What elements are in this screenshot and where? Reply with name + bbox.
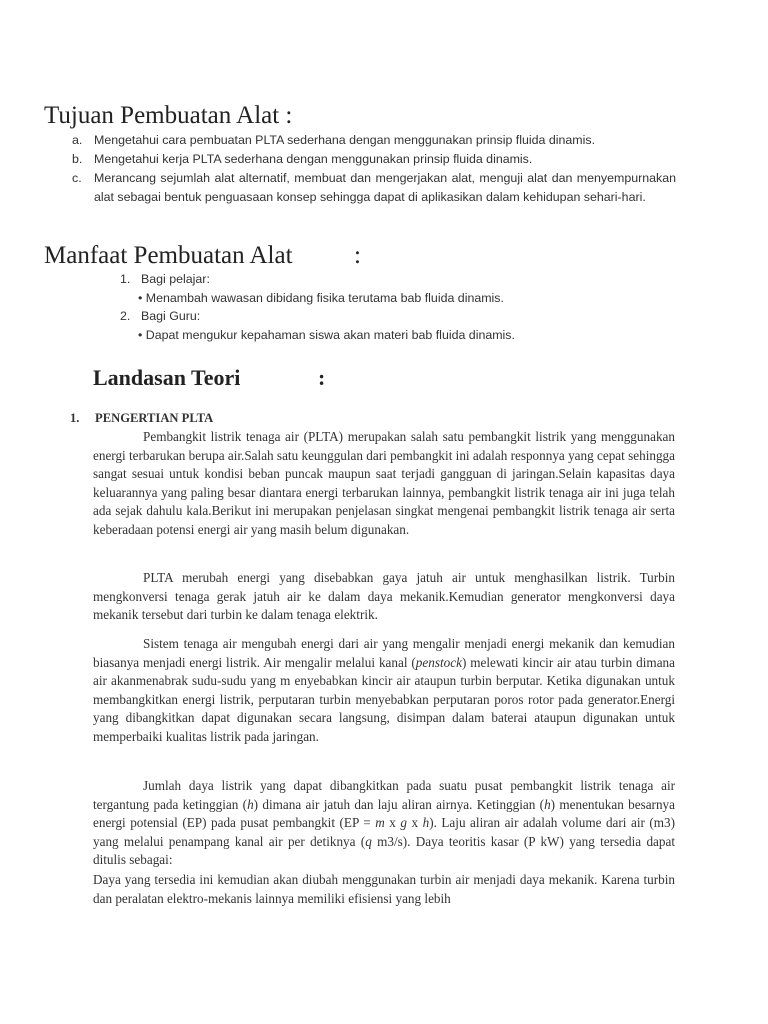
paragraph-5: Daya yang tersedia ini kemudian akan diubah menggunakan turbin air menjadi daya mekanik. Karena turbin dan peralatan elektro-mekanis lainnya memiliki efisiensi yang lebih: [93, 872, 675, 906]
section-title: PENGERTIAN PLTA: [95, 411, 214, 425]
landasan-heading: Landasan Teori: [93, 365, 241, 390]
tujuan-item-c: [72, 169, 676, 206]
p4-text: m3/s). Daya teoritis kasar (P kW) yang tersedia dapat ditulis sebagai:: [93, 833, 675, 868]
var-h: h: [247, 796, 254, 812]
paragraph-2: PLTA merubah energi yang disebabkan gaya jatuh air untuk menghasilkan listrik. Turbin mengkonversi tenaga gerak jatuh air ke dalam daya mekanik.Kemudian generator mengkonversi daya mekanik tersebut dari turbin ke dalam tenaga elektrik.: [93, 570, 675, 623]
paragraph-4: [93, 777, 675, 870]
penstock-term: penstock: [415, 654, 462, 670]
manfaat-heading: Manfaat Pembuatan Alat: [44, 242, 293, 269]
paragraph-3-text-b: ) melewati kincir air atau turbin dimana air akanmenabrak sudu-sudu yang m enyebabkan kincir air ataupun turbin berputar. Ketika digunakan untuk membangkitkan energi listrik, perputaran turbin menyebabkan perputaran poros rotor pada generator.Energi yang dibangkitkan dapat digunakan secara langsung, disimpan dalam baterai ataupun digunakan untuk memperbaiki kualitas listrik pada jaringan.: [93, 654, 675, 744]
list-item-label: Bagi pelajar:: [141, 272, 210, 286]
var-h: h: [544, 796, 551, 812]
p4-text: ) dimana air jatuh dan laju aliran airnya. Ketinggian (: [253, 796, 545, 812]
list-marker: 1.: [120, 272, 131, 286]
manfaat-colon: :: [354, 242, 361, 269]
p4-text: x: [406, 815, 423, 831]
paragraph-1: Pembangkit listrik tenaga air (PLTA) merupakan salah satu pembangkit listrik yang menggunakan energi terbarukan berupa air.Salah satu keunggulan dari pembangkit ini adalah responnya yang cepat sehingga sangat sesuai untuk kondisi beban puncak maupun saat terjadi gangguan di jaringan.Selain kapasitas daya keluarannya yang paling besar diantara energi terbarukan lainnya, pembangkit listrik tenaga air ini juga telah ada sejak dahulu kala.Berikut ini merupakan penjelasan singkat mengenai pembangkit listrik tenaga air serta keberadaan potensi energi air yang masih belum digunakan.: [93, 429, 676, 537]
var-h: h: [422, 815, 430, 831]
p4-text: ) menentukan besarnya energi potensial (EP) pada pusat pembangkit (EP =: [93, 796, 675, 831]
paragraph-3-text-a: Sistem tenaga air mengubah energi dari air yang mengalir menjadi energi mekanik dan kemudian biasanya menjadi energi listrik. Air mengalir melalui kanal (: [93, 636, 675, 670]
section-heading: [70, 409, 470, 428]
list-item-text: Mengetahui cara pembuatan PLTA sederhana dengan menggunakan prinsip fluida dinamis.: [94, 133, 596, 147]
p4-text: ). Laju aliran air adalah volume dari air (m3) yang melalui penampang kanal air per detiknya (: [93, 815, 676, 849]
list-item-text: Merancang sejumlah alat alternatif, membuat dan mengerjakan alat, menguji alat dan menyempurnakan alat sebagai bentuk penguasaan konsep sehingga dapat di aplikasikan dalam kehidupan sehari-hari.: [94, 171, 676, 204]
manfaat-item-2: [120, 307, 640, 326]
section-number: 1.: [70, 411, 80, 425]
list-marker: a.: [72, 133, 83, 147]
manfaat-bullet-2: • Dapat mengukur kepahaman siswa akan materi bab fluida dinamis.: [138, 328, 515, 342]
list-marker: b.: [72, 152, 83, 166]
tujuan-heading: Tujuan Pembuatan Alat :: [44, 102, 293, 129]
var-g: g: [400, 815, 407, 831]
p4-text: x: [384, 815, 401, 831]
var-m: m: [375, 815, 385, 831]
list-item-label: Bagi Guru:: [141, 309, 201, 323]
tujuan-item-a: [72, 131, 682, 150]
manfaat-bullet-1: • Menambah wawasan dibidang fisika terutama bab fluida dinamis.: [138, 291, 504, 305]
p4-text: Jumlah daya listrik yang dapat dibangkitkan pada suatu pusat pembangkit listrik tenaga air tergantung pada ketinggian (: [93, 778, 675, 812]
tujuan-item-b: [72, 150, 682, 169]
list-marker: 2.: [120, 309, 131, 323]
manfaat-item-1: [120, 270, 640, 289]
landasan-colon: :: [318, 365, 326, 390]
list-item-text: Mengetahui kerja PLTA sederhana dengan menggunakan prinsip fluida dinamis.: [94, 152, 533, 166]
list-marker: c.: [72, 171, 82, 185]
paragraph-3: [93, 635, 675, 747]
var-q: q: [365, 833, 372, 849]
